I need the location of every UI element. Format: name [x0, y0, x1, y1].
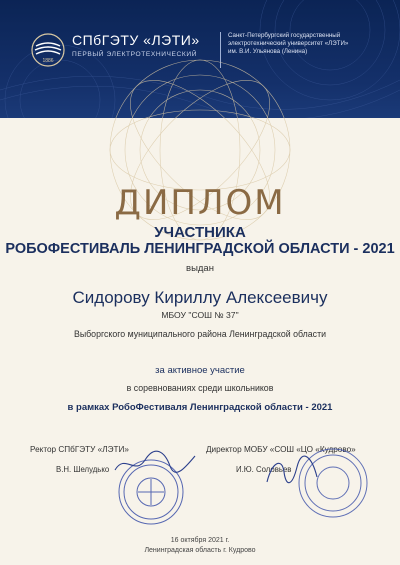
brand-name: СПбГЭТУ «ЛЭТИ»	[72, 32, 200, 48]
frame-text: в рамках РобоФестиваля Ленинградской области - 2021	[67, 402, 333, 413]
issue-place: Ленинградская область г. Кудрово	[144, 547, 256, 554]
issue-date: 16 октября 2021 г.	[170, 537, 230, 544]
left-signatory-name: В.Н. Шелудько	[56, 465, 110, 474]
right-signatory-name: И.Ю. Соловьев	[236, 465, 292, 474]
university-line: электротехнический университет «ЛЭТИ»	[228, 40, 349, 47]
issued-text: выдан	[186, 263, 214, 274]
school-name: МБОУ "СОШ № 37"	[161, 310, 239, 320]
university-line: Санкт-Петербургский государственный	[228, 32, 341, 39]
recipient-name: Сидорову Кириллу Алексеевичу	[72, 288, 328, 307]
brand-subtitle: ПЕРВЫЙ ЭЛЕКТРОТЕХНИЧЕСКИЙ	[72, 51, 198, 58]
university-line: им. В.И. Ульянова (Ленина)	[228, 48, 308, 55]
participant-heading: УЧАСТНИКА	[154, 224, 246, 241]
left-signatory-title: Ректор СПбГЭТУ «ЛЭТИ»	[30, 445, 129, 454]
diploma-title: ДИПЛОМ	[114, 183, 286, 223]
signature-left-icon	[110, 448, 200, 478]
district-text: Выборгского муниципального района Ленинградской области	[73, 329, 327, 339]
logo-year: 1886	[42, 58, 54, 64]
reason-text: за активное участие	[155, 365, 245, 376]
competition-text: в соревнованиях среди школьников	[126, 383, 274, 393]
right-signatory-title: Директор МОБУ «СОШ «ЦО «Кудрово»	[206, 445, 356, 454]
signature-right-icon	[262, 452, 322, 492]
event-heading: РОБОФЕСТИВАЛЬ ЛЕНИНГРАДСКОЙ ОБЛАСТИ - 2021	[5, 241, 395, 257]
